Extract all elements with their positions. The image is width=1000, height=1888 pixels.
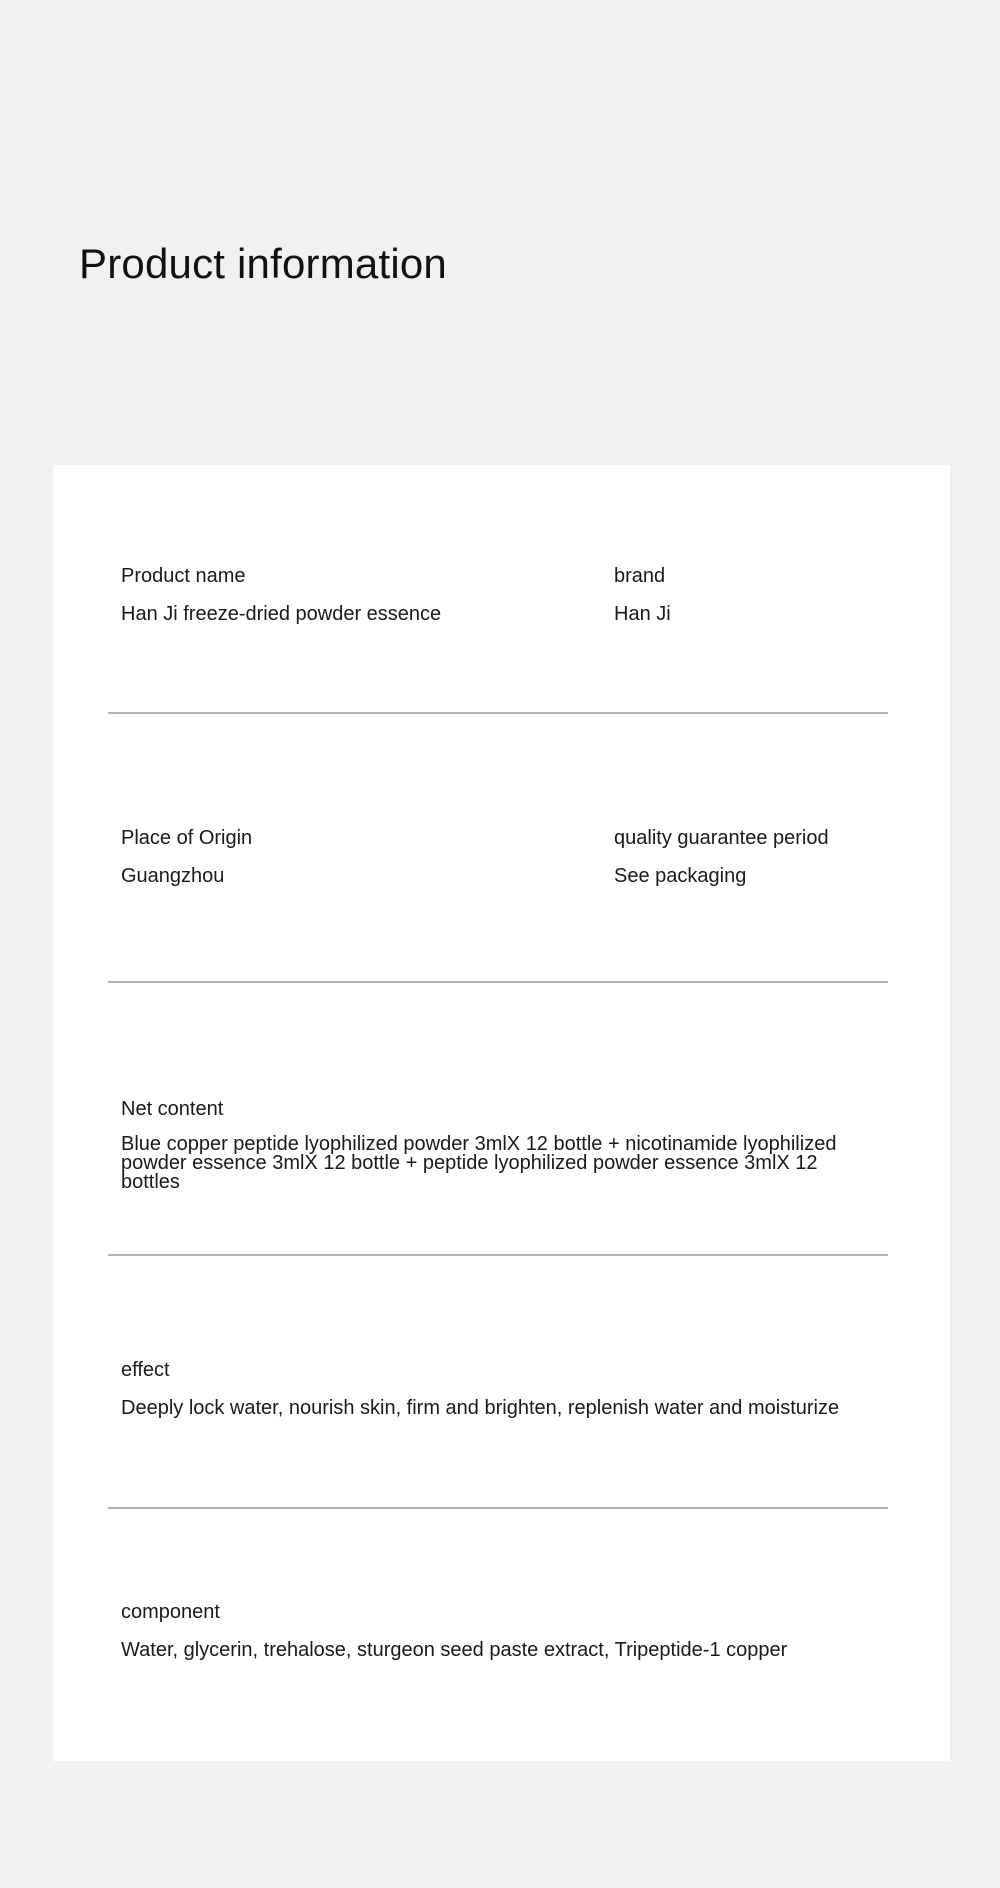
effect-label: effect: [121, 1359, 170, 1381]
brand-label: brand: [614, 565, 666, 587]
divider-3: [108, 1254, 888, 1256]
net-content-field: [121, 1097, 861, 1192]
product-name-value: Han Ji freeze-dried powder essence: [121, 603, 442, 625]
divider-1: [108, 712, 888, 714]
divider-4: [108, 1507, 888, 1509]
quality-guarantee-period-value: See packaging: [614, 865, 747, 887]
component-value: Water, glycerin, trehalose, sturgeon seed paste extract, Tripeptide-1 copper: [121, 1639, 788, 1661]
brand-value: Han Ji: [614, 603, 671, 625]
effect-field: [121, 1358, 881, 1420]
product-name-field: [121, 564, 581, 626]
net-content-label: Net content: [121, 1098, 224, 1120]
place-of-origin-label: Place of Origin: [121, 827, 253, 849]
page-title: Product information: [79, 240, 447, 287]
component-field: [121, 1600, 881, 1662]
place-of-origin-field: [121, 826, 581, 888]
net-content-value: Blue copper peptide lyophilized powder 3mlX 12 bottle + nicotinamide lyophilized powder essence 3mlX 12 bottle + peptide lyophilized powder essence 3mlX 12 bottles: [121, 1133, 837, 1193]
quality-guarantee-period-label: quality guarantee period: [614, 827, 829, 849]
quality-guarantee-period-field: [614, 826, 914, 888]
divider-2: [108, 981, 888, 983]
brand-field: [614, 564, 874, 626]
effect-value: Deeply lock water, nourish skin, firm and brighten, replenish water and moisturize: [121, 1397, 840, 1419]
product-info-card: [53, 465, 950, 1761]
product-name-label: Product name: [121, 565, 246, 587]
place-of-origin-value: Guangzhou: [121, 865, 225, 887]
component-label: component: [121, 1601, 220, 1623]
